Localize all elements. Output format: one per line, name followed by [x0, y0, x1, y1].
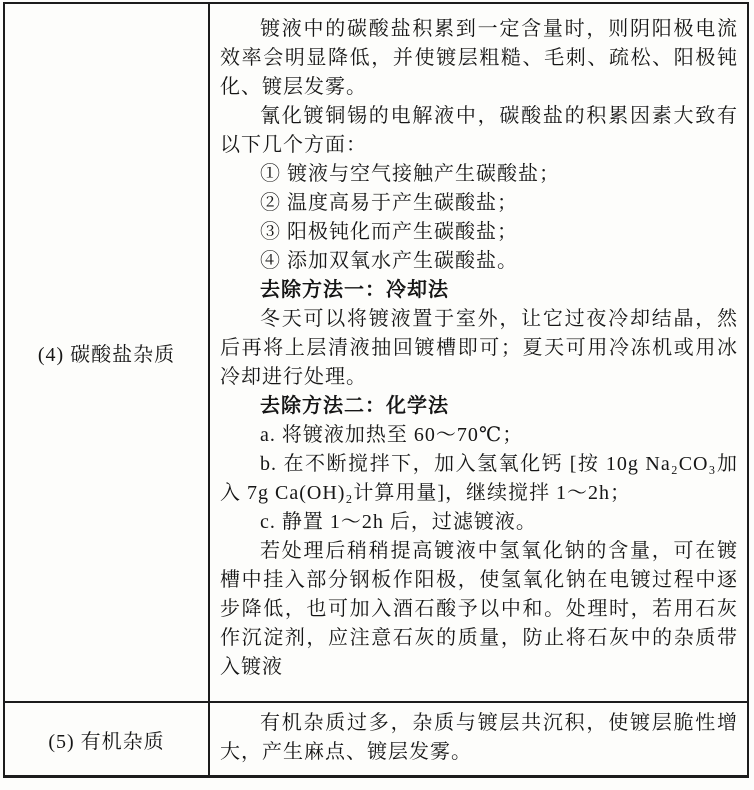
paragraph: 若处理后稍稍提高镀液中氢氧化钠的含量，可在镀槽中挂入部分钢板作阳极，使氢氧化钠在电镀过程中逐步降低，也可加入酒石酸予以中和。处理时，若用石灰作沉淀剂，应注意石灰的质量，防止将石灰中的杂质带入镀液: [220, 540, 738, 678]
row-label-organic-impurity: (5) 有机杂质: [48, 730, 165, 753]
paragraph: a. 将镀液加热至 60～70℃；: [260, 424, 524, 446]
paragraph: 去除方法一：冷却法: [260, 279, 449, 301]
organic-impurity-text: [220, 709, 738, 767]
row-label-carbonate-impurity: (4) 碳酸盐杂质: [37, 344, 176, 366]
paragraph: ③ 阳极钝化而产生碳酸盐；: [260, 221, 518, 243]
table-row-label-cell-carbonate: [5, 4, 210, 703]
impurity-table: [3, 2, 749, 778]
paragraph: ① 镀液与空气接触产生碳酸盐；: [260, 163, 560, 185]
paragraph: 冬天可以将镀液置于室外，让它过夜冷却结晶，然后再将上层清液抽回镀槽即可；夏天可用冷冻机或用冰冷却进行处理。: [220, 308, 738, 388]
paragraph: 氰化镀铜锡的电解液中，碳酸盐的积累因素大致有以下几个方面：: [220, 105, 738, 156]
paragraph: 镀液中的碳酸盐积累到一定含量时，则阴阳极电流效率会明显降低，并使镀层粗糙、毛刺、疏松、阳极钝化、镀层发雾。: [220, 18, 738, 98]
carbonate-impurity-text: [220, 15, 738, 682]
paragraph: 去除方法二：化学法: [260, 395, 449, 417]
table-row-label-cell-organic: [5, 703, 210, 775]
paragraph: b. 在不断搅拌下，加入氢氧化钙 [按 10g Na₂CO₃加入 7g Ca(OH)₂计算用量]，继续搅拌 1～2h；: [220, 453, 738, 504]
paragraph: 有机杂质过多，杂质与镀层共沉积，使镀层脆性增大，产生麻点、镀层发雾。: [220, 712, 738, 763]
paragraph: c. 静置 1～2h 后，过滤镀液。: [260, 511, 537, 533]
table-content-cell-organic: [210, 703, 747, 775]
paragraph: ② 温度高易于产生碳酸盐；: [260, 192, 518, 214]
table-content-cell-carbonate: [210, 4, 747, 703]
paragraph: ④ 添加双氧水产生碳酸盐。: [260, 250, 518, 272]
